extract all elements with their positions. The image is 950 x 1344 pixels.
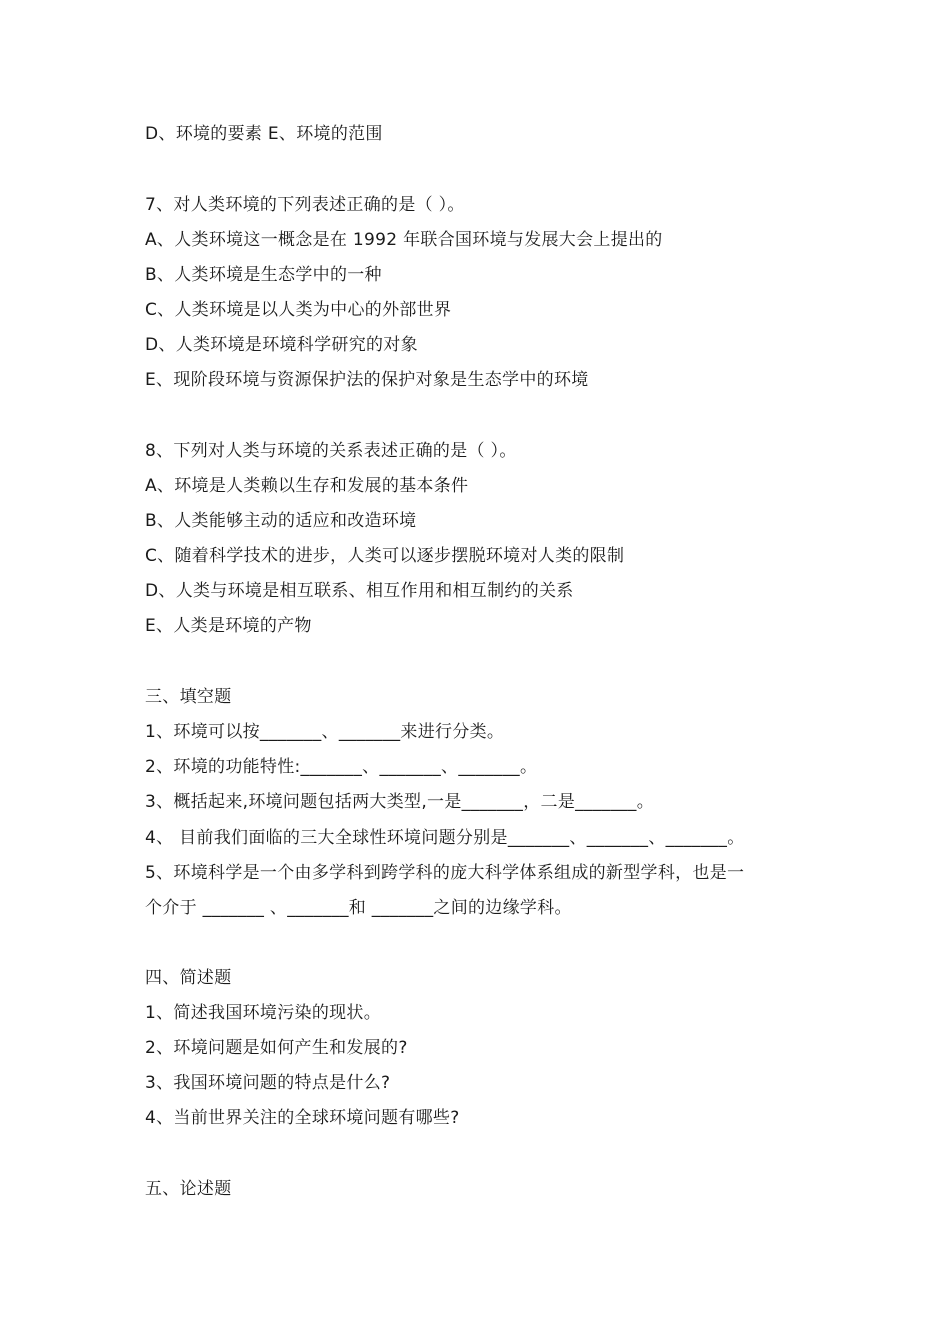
- section-heading-short-answer: 四、简述题: [145, 968, 232, 988]
- section-heading-fill-in: 三、填空题: [145, 687, 232, 707]
- question-8-option-a: A、环境是人类赖以生存和发展的基本条件: [145, 476, 469, 496]
- short-answer-question-1: 1、简述我国环境污染的现状。: [145, 1003, 382, 1023]
- fill-in-question-3: 3、概括起来,环境问题包括两大类型,一是_______，二是_______。: [145, 792, 655, 812]
- question-7: 7、对人类环境的下列表述正确的是（ ）。: [145, 195, 465, 215]
- short-answer-question-4: 4、当前世界关注的全球环境问题有哪些?: [145, 1108, 460, 1128]
- question-7-option-b: B、人类环境是生态学中的一种: [145, 265, 382, 285]
- short-answer-question-2: 2、环境问题是如何产生和发展的?: [145, 1038, 408, 1058]
- question-7-option-d: D、人类环境是环境科学研究的对象: [145, 335, 418, 355]
- short-answer-question-3: 3、我国环境问题的特点是什么?: [145, 1073, 391, 1093]
- fill-in-question-2: 2、环境的功能特性:_______、_______、_______。: [145, 757, 538, 777]
- question-7-option-a: A、人类环境这一概念是在 1992 年联合国环境与发展大会上提出的: [145, 230, 663, 250]
- question-8-option-c: C、随着科学技术的进步，人类可以逐步摆脱环境对人类的限制: [145, 546, 625, 566]
- question-8-option-d: D、人类与环境是相互联系、相互作用和相互制约的关系: [145, 581, 574, 601]
- question-8-option-e: E、人类是环境的产物: [145, 616, 312, 636]
- fill-in-question-4: 4、 目前我们面临的三大全球性环境问题分别是_______、_______、_______。: [145, 828, 745, 848]
- section-heading-essay: 五、论述题: [145, 1179, 232, 1199]
- fill-in-question-1: 1、环境可以按_______、_______来进行分类。: [145, 722, 505, 742]
- question-7-option-e: E、现阶段环境与资源保护法的保护对象是生态学中的环境: [145, 370, 589, 390]
- option-d-e-line: D、环境的要素 E、环境的范围: [145, 124, 383, 144]
- question-8: 8、下列对人类与环境的关系表述正确的是（ ）。: [145, 441, 517, 461]
- fill-in-question-5: 5、环境科学是一个由多学科到跨学科的庞大科学体系组成的新型学科，也是一: [145, 863, 745, 883]
- question-8-option-b: B、人类能够主动的适应和改造环境: [145, 511, 417, 531]
- question-7-option-c: C、人类环境是以人类为中心的外部世界: [145, 300, 452, 320]
- fill-in-question-5-continued: 个介于 _______ 、_______和 _______之间的边缘学科。: [145, 898, 572, 918]
